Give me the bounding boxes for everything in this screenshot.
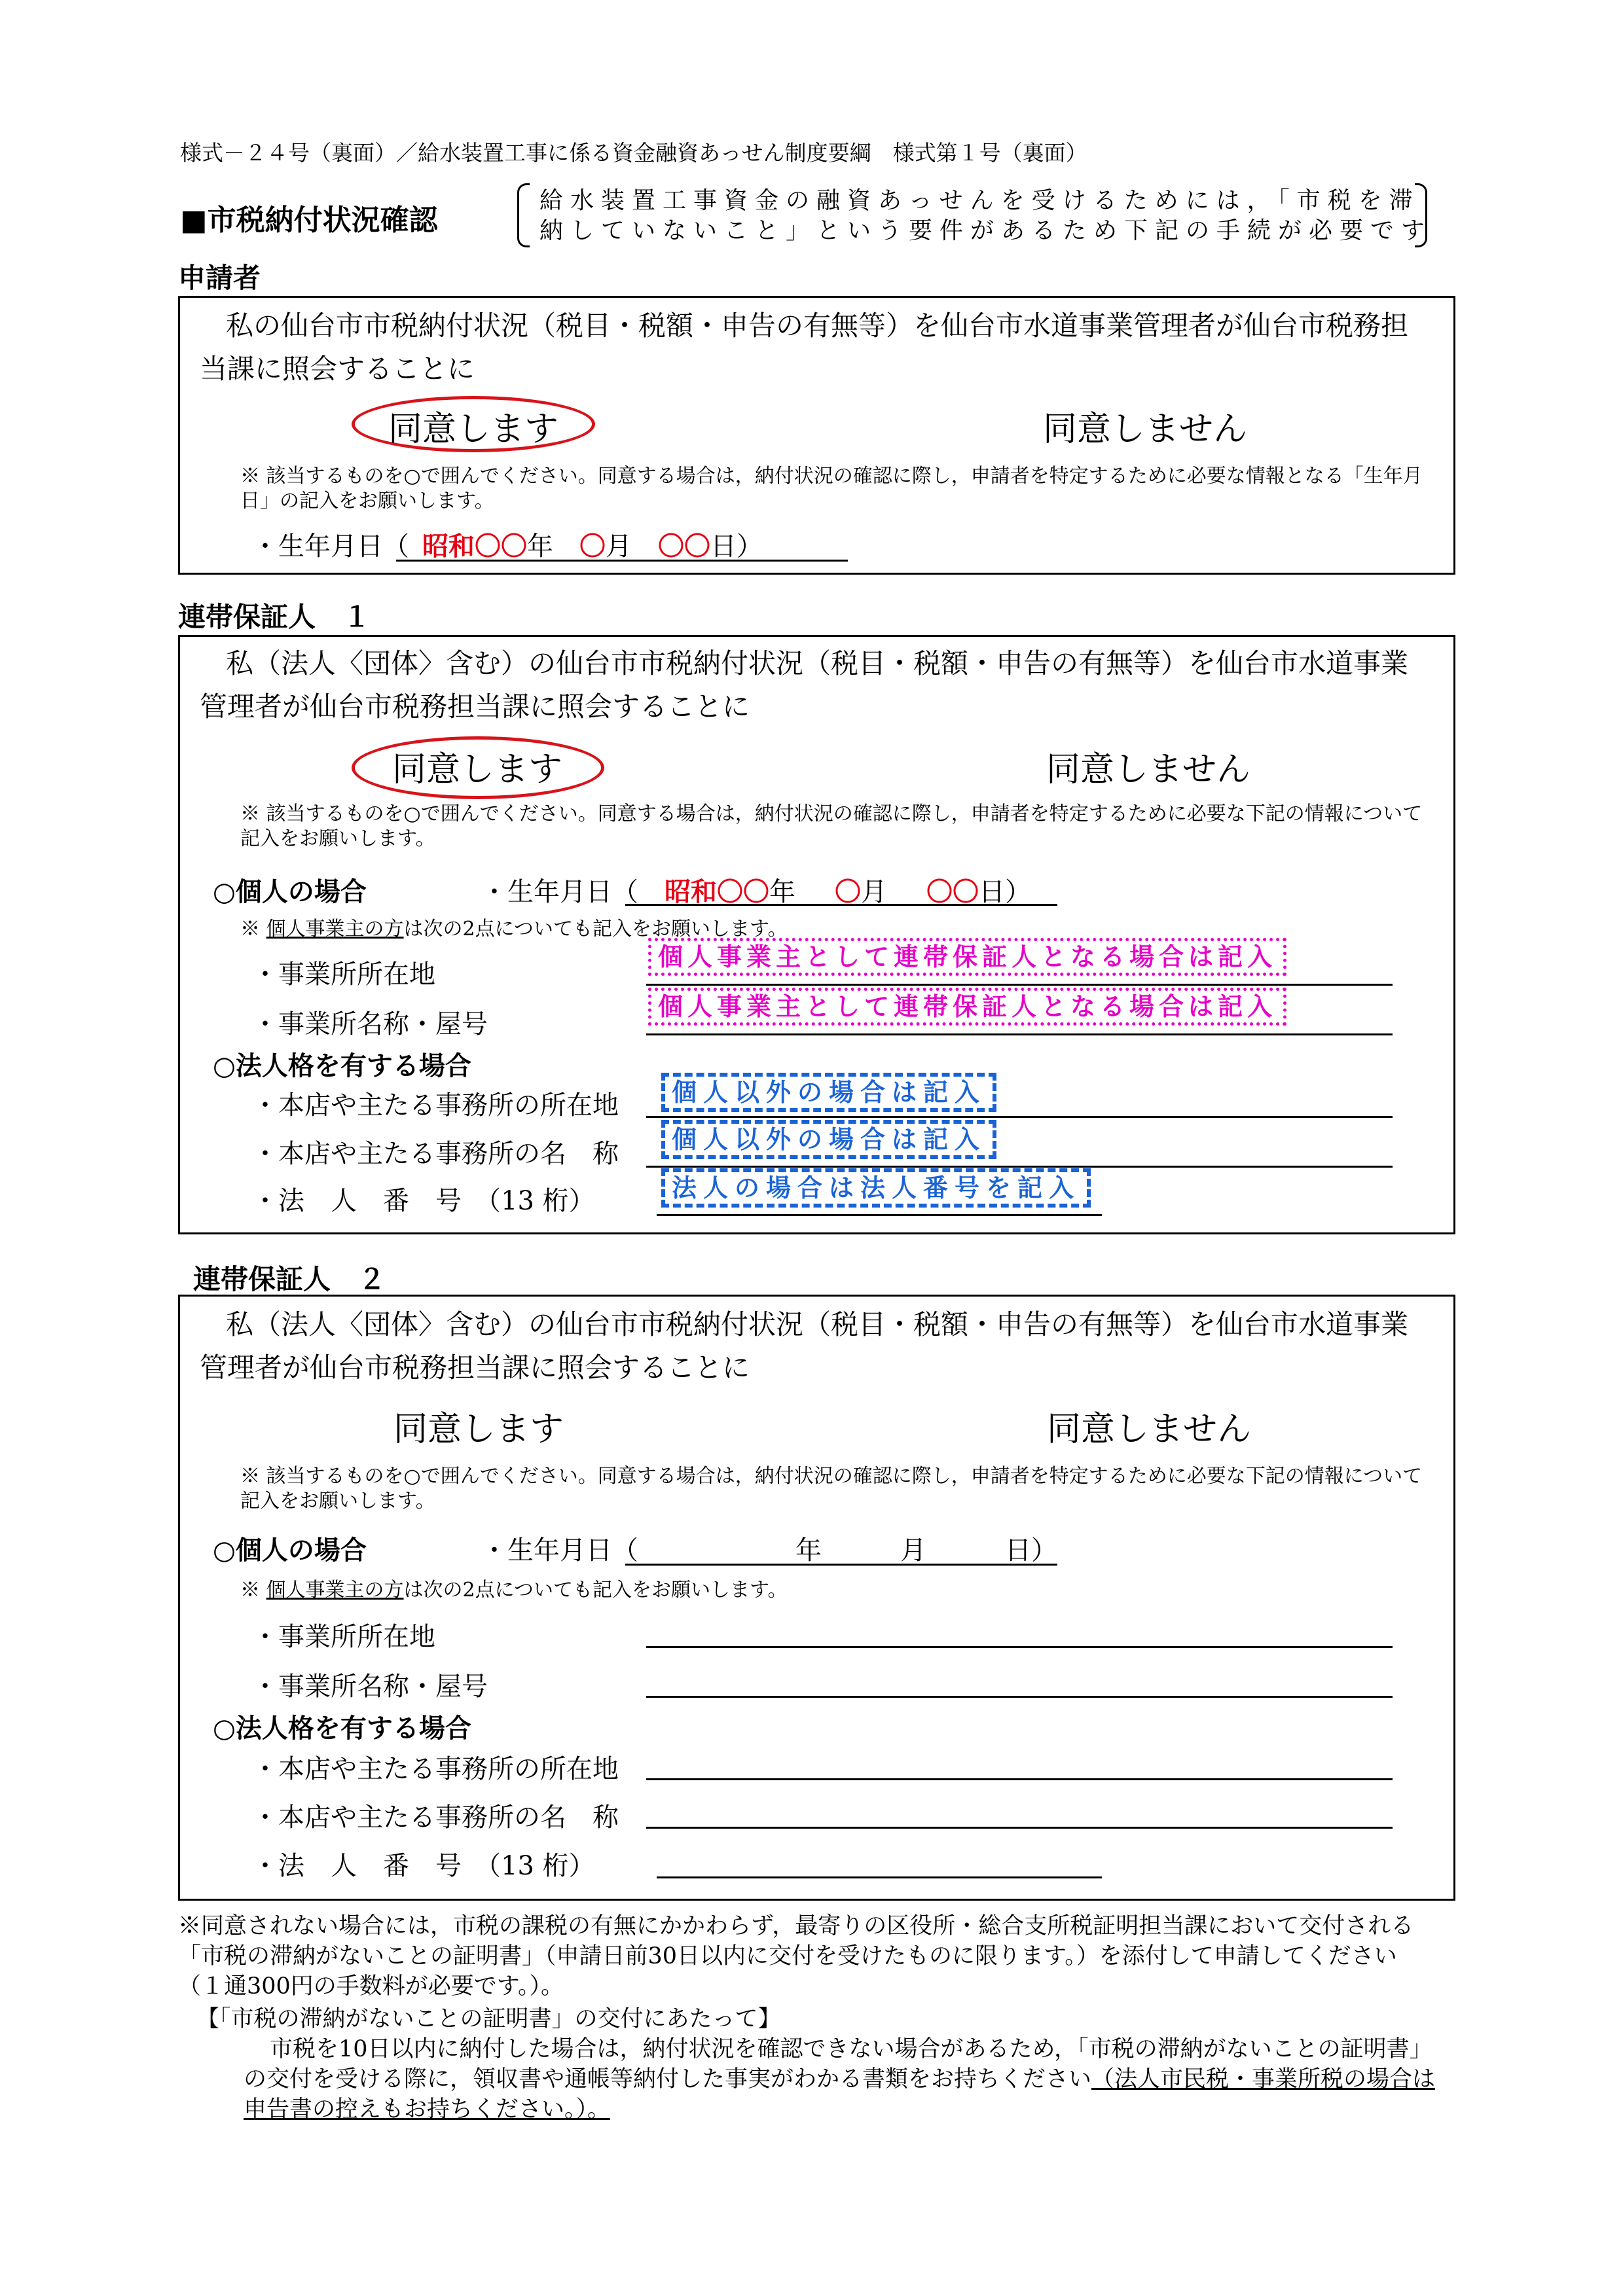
- sole-note-underlined: 個人事業主の方: [266, 1579, 404, 1602]
- dob-year-unit: 年: [527, 531, 553, 562]
- dob-day-unit: 日）: [710, 531, 763, 562]
- corp-number-label: ・法 人 番 号 （13 桁）: [252, 1851, 595, 1881]
- office-address-label: ・事業所所在地: [252, 1622, 435, 1652]
- dob-day: 〇〇: [658, 531, 710, 562]
- guarantor2-label: 連帯保証人 ２: [193, 1263, 386, 1295]
- dob-underline: [625, 904, 1057, 906]
- hq-address-line[interactable]: [646, 1116, 1393, 1118]
- applicant-label: 申請者: [178, 262, 261, 294]
- applicant-box: [178, 296, 1455, 575]
- guarantor2-note: ※ 該当するものを○で囲んでください。同意する場合は，納付状況の確認に際し，申請者を特定するために必要な下記の情報について記入をお願いします。: [240, 1465, 1423, 1513]
- form-header: 様式－２４号（裏面）／給水装置工事に係る資金融資あっせん制度要綱 様式第１号（裏面）: [180, 140, 1087, 166]
- dob-label: ・生年月日（: [481, 877, 638, 907]
- sole-note-rest: は次の2点についても記入をお願いします。: [403, 1579, 788, 1602]
- hq-name-label: ・本店や主たる事務所の名 称: [252, 1803, 619, 1833]
- hq-address-label: ・本店や主たる事務所の所在地: [252, 1754, 619, 1784]
- dob-era: 昭和〇〇: [665, 877, 769, 907]
- hq-name-label: ・本店や主たる事務所の名 称: [252, 1139, 619, 1169]
- guarantor1-agree-option[interactable]: 同意します: [392, 750, 563, 789]
- page-title: ■市税納付状況確認: [180, 204, 438, 237]
- guarantor2-box: [178, 1295, 1455, 1901]
- guarantor2-individual-label: ○個人の場合: [213, 1535, 367, 1566]
- sole-note-rest: は次の2点についても記入をお願いします。: [403, 918, 788, 941]
- dob-day: 〇〇: [926, 877, 979, 907]
- office-name-label: ・事業所名称・屋号: [252, 1009, 488, 1039]
- title-note-text: [539, 186, 1432, 246]
- guarantor2-disagree-option[interactable]: 同意しません: [1047, 1410, 1252, 1449]
- guarantor2-agree-option[interactable]: 同意します: [393, 1410, 564, 1449]
- dob-year-unit: 年: [769, 877, 795, 907]
- dob-era: 昭和〇〇: [422, 531, 527, 562]
- guarantor1-dob-field[interactable]: [481, 871, 1031, 908]
- guarantor2-statement: 私（法人〈団体〉含む）の仙台市市税納付状況（税目・税額・申告の有無等）を仙台市水道事業管理者が仙台市税務担当課に照会することに: [200, 1308, 1409, 1384]
- hq-name-line[interactable]: [646, 1827, 1393, 1829]
- dob-month-unit: 月: [861, 877, 887, 907]
- applicant-note: ※ 該当するものを○で囲んでください。同意する場合は，納付状況の確認に際し，申請者を特定するために必要な情報となる「生年月日」の記入をお願いします。: [240, 465, 1423, 512]
- corp-number-line[interactable]: [657, 1876, 1102, 1878]
- title-note-line2: 納していないこと」という要件があるため下記の手続が必要です: [539, 217, 1432, 244]
- office-name-line[interactable]: [646, 1696, 1393, 1698]
- guarantor2-sole-note: [240, 1578, 1353, 1603]
- left-bracket: [517, 183, 530, 247]
- applicant-dob-field[interactable]: [252, 526, 763, 563]
- corp-number-line[interactable]: [657, 1214, 1102, 1216]
- dob-month: 〇: [835, 877, 861, 907]
- hq-name-line[interactable]: [646, 1166, 1393, 1168]
- corp-number-hint: 法人の場合は法人番号を記入: [661, 1168, 1091, 1208]
- office-address-line[interactable]: [646, 984, 1393, 986]
- guarantor2-dob-field[interactable]: ・生年月日（ 年 月 日）: [481, 1535, 1057, 1566]
- office-name-hint: 個人事業主として連帯保証人となる場合は記入: [648, 988, 1286, 1026]
- office-address-label: ・事業所所在地: [252, 960, 435, 990]
- hq-address-label: ・本店や主たる事務所の所在地: [252, 1090, 619, 1121]
- dob-label: ・生年月日（: [252, 531, 409, 562]
- footer-body: [244, 2034, 1455, 2125]
- dob-month-unit: 月: [606, 531, 632, 562]
- title-note-line1: 給水装置工事資金の融資あっせんを受けるためには，「市税を滞: [539, 187, 1420, 214]
- guarantor1-individual-label: ○個人の場合: [213, 877, 367, 907]
- hq-name-hint: 個人以外の場合は記入: [661, 1120, 996, 1159]
- footer-body-plain: 市税を10日以内に納付した場合は，納付状況を確認できない場合があるため，「市税の滞納がないことの証明書」の交付を受ける際に，領収書や通帳等納付した事実がわかる書類をお持ちください: [244, 2036, 1432, 2092]
- applicant-statement: 私の仙台市市税納付状況（税目・税額・申告の有無等）を仙台市水道事業管理者が仙台市税務担当課に照会することに: [200, 310, 1409, 385]
- right-bracket: [1415, 183, 1427, 247]
- corp-number-label: ・法 人 番 号 （13 桁）: [252, 1186, 595, 1216]
- sole-note-underlined: 個人事業主の方: [266, 918, 404, 941]
- applicant-disagree-option[interactable]: 同意しません: [1043, 410, 1248, 449]
- applicant-agree-option[interactable]: 同意します: [388, 410, 559, 449]
- dob-day-unit: 日）: [979, 877, 1031, 907]
- hq-address-line[interactable]: [646, 1778, 1393, 1780]
- guarantor1-corp-label: ○法人格を有する場合: [213, 1051, 471, 1081]
- guarantor2-corp-label: ○法人格を有する場合: [213, 1713, 471, 1744]
- office-address-line[interactable]: [646, 1646, 1393, 1648]
- sole-note-prefix: ※: [240, 918, 266, 941]
- guarantor1-label: 連帯保証人 １: [178, 601, 371, 633]
- dob-underline: [396, 560, 848, 562]
- footer-subhead: 【「市税の滞納がないことの証明書」の交付にあたって】: [196, 2006, 781, 2032]
- office-address-hint: 個人事業主として連帯保証人となる場合は記入: [648, 938, 1286, 976]
- guarantor1-disagree-option[interactable]: 同意しません: [1046, 750, 1251, 789]
- office-name-line[interactable]: [646, 1033, 1393, 1035]
- office-name-label: ・事業所名称・屋号: [252, 1672, 488, 1702]
- guarantor1-note: ※ 該当するものを○で囲んでください。同意する場合は，納付状況の確認に際し，申請者を特定するために必要な下記の情報について記入をお願いします。: [240, 802, 1423, 850]
- sole-note-prefix: ※: [240, 1579, 266, 1602]
- title-note: [517, 183, 1432, 246]
- footer-note: ※同意されない場合には，市税の課税の有無にかかわらず，最寄りの区役所・総合支所税証明担当課において交付される「市税の滞納がないことの証明書」（申請日前30日以内に交付を受けたものに限ります。）を添付して申請してください（１通300円の手数料が必要です。）。: [178, 1913, 1414, 2000]
- dob-month: 〇: [579, 531, 606, 562]
- footer-body-underlined: （法人市民税・事業所税の場合は申告書の控えもお持ちください。）。: [244, 2066, 1436, 2123]
- guarantor1-box: [178, 635, 1455, 1234]
- dob-underline: [625, 1564, 1057, 1566]
- hq-address-hint: 個人以外の場合は記入: [661, 1073, 996, 1112]
- guarantor1-statement: 私（法人〈団体〉含む）の仙台市市税納付状況（税目・税額・申告の有無等）を仙台市水道事業管理者が仙台市税務担当課に照会することに: [200, 647, 1409, 723]
